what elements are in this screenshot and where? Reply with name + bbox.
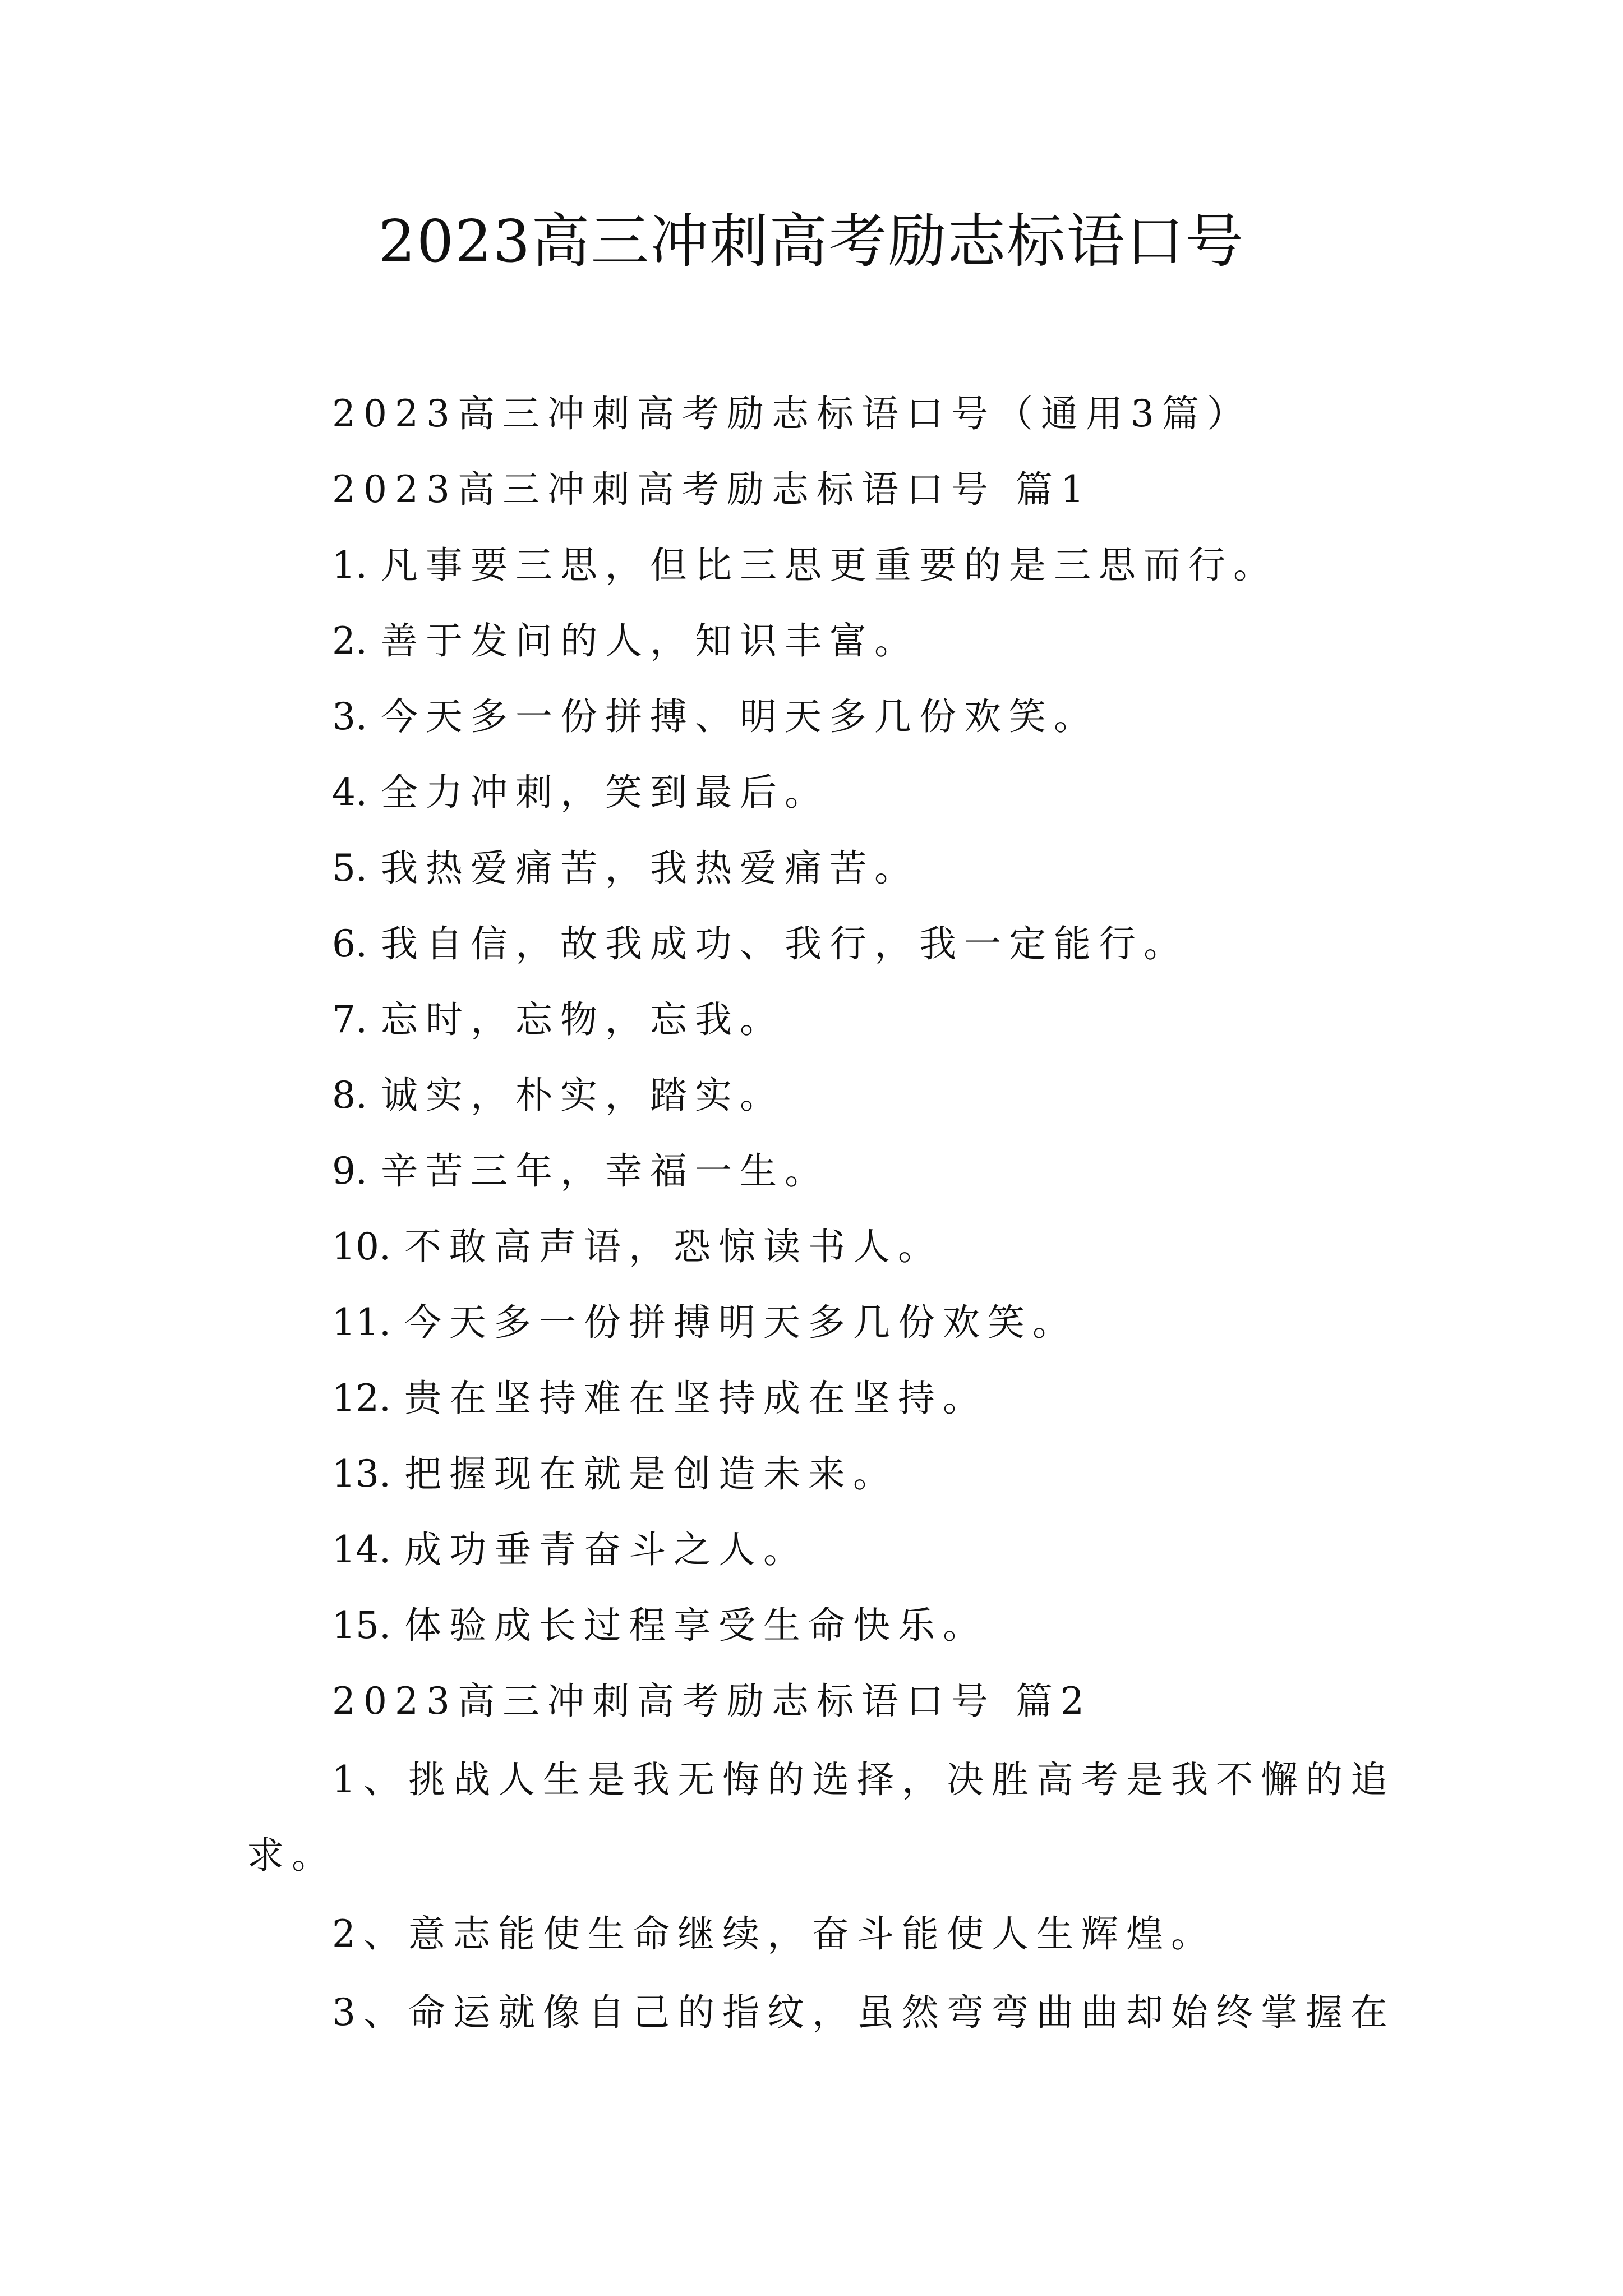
list-item-number: 2.: [332, 619, 367, 662]
list-item: [332, 766, 829, 820]
list-item: [332, 690, 1099, 744]
list-item-text: 全力冲刺，笑到最后。: [380, 771, 829, 814]
list-item-number: 10.: [332, 1225, 391, 1268]
list-item-text: 善于发问的人，知识丰富。: [380, 619, 919, 662]
section-heading-1: 2023高三冲刺高考励志标语口号 篇1: [332, 468, 1092, 511]
list-item: [332, 1447, 898, 1501]
list-item-number: 15.: [332, 1604, 391, 1647]
paragraph-line: 求。: [247, 1834, 336, 1877]
list-item-text: 体验成长过程享受生命快乐。: [404, 1604, 988, 1647]
list-item-text: 辛苦三年，幸福一生。: [380, 1149, 829, 1193]
list-item: [332, 1599, 988, 1653]
list-item: [332, 1523, 808, 1577]
list-item-number: 14.: [332, 1528, 391, 1571]
list-item-text: 今天多一份拼搏明天多几份欢笑。: [404, 1301, 1077, 1344]
document-title: 2023高三冲刺高考励志标语口号: [378, 207, 1245, 275]
list-item: [332, 1069, 785, 1122]
list-item-text: 凡事要三思，但比三思更重要的是三思而行。: [380, 544, 1278, 587]
list-item: [332, 539, 1278, 592]
list-item-number: 1.: [332, 544, 367, 587]
list-item-text: 忘时，忘物，忘我。: [380, 998, 785, 1041]
list-item: [332, 1296, 1077, 1350]
list-item-number: 12.: [332, 1377, 391, 1420]
list-item: [332, 917, 1188, 971]
subtitle: 2023高三冲刺高考励志标语口号（通用3篇）: [332, 392, 1252, 435]
list-item-number: 9.: [332, 1149, 367, 1193]
list-item-number: 3.: [332, 695, 367, 738]
list-item-text: 诚实，朴实，踏实。: [380, 1074, 785, 1117]
list-item-number: 7.: [332, 998, 367, 1041]
list-item-text: 贵在坚持难在坚持成在坚持。: [404, 1377, 988, 1420]
paragraph-line: 1、挑战人生是我无悔的选择，决胜高考是我不懈的追: [332, 1758, 1395, 1801]
list-item-number: 4.: [332, 771, 367, 814]
paragraph-line: 3、命运就像自己的指纹，虽然弯弯曲曲却始终掌握在: [332, 1991, 1395, 2034]
list-item: [332, 993, 785, 1047]
list-item-number: 13.: [332, 1452, 391, 1496]
list-item: [332, 841, 919, 895]
list-item: [332, 1144, 829, 1198]
list-item: [332, 1220, 943, 1274]
list-item-text: 我热爱痛苦，我热爱痛苦。: [380, 846, 919, 890]
list-item: [332, 614, 919, 668]
list-item-number: 11.: [332, 1301, 391, 1344]
list-item-text: 今天多一份拼搏、明天多几份欢笑。: [380, 695, 1099, 738]
list-item-text: 不敢高声语，恐惊读书人。: [404, 1225, 943, 1268]
list-item-text: 成功垂青奋斗之人。: [404, 1528, 808, 1571]
list-item-number: 8.: [332, 1074, 367, 1117]
list-item: [332, 1372, 988, 1425]
list-item-number: 5.: [332, 846, 367, 890]
list-item-number: 6.: [332, 922, 367, 965]
section-heading-2: 2023高三冲刺高考励志标语口号 篇2: [332, 1680, 1092, 1723]
paragraph-line: 2、意志能使生命继续，奋斗能使人生辉煌。: [332, 1912, 1216, 1955]
list-item-text: 把握现在就是创造未来。: [404, 1452, 898, 1496]
list-item-text: 我自信，故我成功、我行，我一定能行。: [380, 922, 1188, 965]
